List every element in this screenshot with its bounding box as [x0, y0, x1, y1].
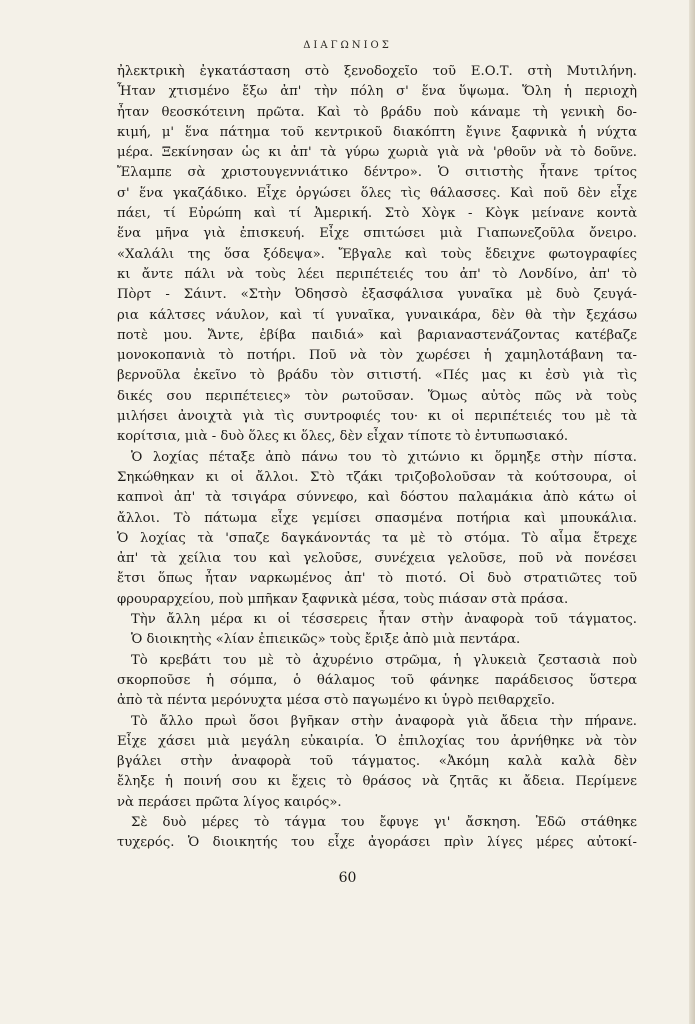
running-head: ΔΙΑΓΩΝΙΟΣ: [303, 40, 392, 51]
text-line: πάει, τί Εὐρώπη καὶ τί Ἀμερική. Στὸ Χὸγκ - Κὸγκ μείνανε κοντὰ: [117, 206, 637, 222]
text-line: ποτὲ μου. Ἄντε, ἐβίβα παιδιά» καὶ βαριαναστενάζοντας κατέβαζε: [117, 327, 637, 343]
text-line: ἀπὸ τὰ πέντα μερόνυχτα μέσα στὸ παγωμένο κι ὑγρὸ πειθαρχεῖο.: [117, 693, 555, 709]
text-line: μέρα. Ξεκίνησαν ὡς κι ἀπ' τὰ γύρω χωριὰ γιὰ νὰ 'ρθοῦν νὰ τὸ δοῦνε.: [117, 145, 637, 161]
text-line: Τὸ κρεβάτι του μὲ τὸ ἀχυρένιο στρῶμα, ἡ γλυκειὰ ζεστασιὰ ποὺ: [131, 652, 637, 668]
text-line: καπνοὶ ἀπ' τὰ τσιγάρα σύννεφο, καὶ δόστου παλαμάκια ἀπὸ κάτω οἱ: [117, 490, 637, 506]
text-line: «Χαλάλι της ὅσα ξόδεψα». Ἔβγαλε καὶ τοὺς ἔδειχνε φωτογραφίες: [117, 246, 637, 262]
text-line: μονοκοπανιὰ τὸ ποτήρι. Ποῦ νὰ τὸν χωρέσει ἡ χαμηλοτάβανη τα-: [117, 348, 637, 364]
text-line: Ὁ διοικητὴς «λίαν ἐπιεικῶς» τοὺς ἔριξε ἀπὸ μιὰ πεντάρα.: [131, 632, 521, 648]
text-line: ἕνα μῆνα γιὰ ἐπισκευή. Εἶχε σπιτώσει μιὰ Γιαπωνεζοῦλα ὄνειρο.: [117, 226, 637, 242]
text-line: ἦταν θεοσκότεινη πρῶτα. Καὶ τὸ βράδυ ποὺ κάναμε τὴ γενικὴ δο-: [117, 104, 637, 120]
text-line: βγάλει στὴν ἀναφορὰ τοῦ τάγματος. «Ἀκόμη καλὰ καλὰ δὲν: [117, 754, 637, 770]
text-line: κι ἄντε πάλι νὰ τοὺς λέει περιπέτειές του ἀπ' τὸ Λονδίνο, ἀπ' τὸ: [117, 266, 637, 282]
text-line: ἔτσι ὅπως ἦταν ναρκωμένος ἀπ' τὸ πιοτό. Οἱ δυὸ στρατιῶτες τοῦ: [117, 571, 637, 587]
text-line: σκορποῦσε ἡ σόμπα, ὁ θάλαμος τοῦ φάνηκε παράδεισος ὕστερα: [117, 672, 637, 688]
text-line: Πὸρτ - Σάιντ. «Στὴν Ὀδησσὸ ἐξασφάλισα γυναῖκα μὲ δυὸ ζευγά-: [117, 287, 637, 303]
text-line: κιμή, μ' ἕνα πάτημα τοῦ κεντρικοῦ διακόπτη ἔγινε ξαφνικὰ ἡ νύχτα: [117, 124, 637, 140]
body-text: [117, 62, 637, 852]
text-line: Ἔλαμπε σὰ χριστουγεννιάτικο δέντρο». Ὁ σιτιστὴς ἦτανε τρίτος: [117, 165, 637, 181]
text-line: ἄλλοι. Τὸ πάτωμα εἶχε γεμίσει σπασμένα ποτήρια καὶ μπουκάλια.: [117, 510, 637, 526]
text-line: βερνοῦλα ἐκεῖνο τὸ βράδυ τὸν σιτιστή. «Πές μας κι ἐσὺ γιὰ τὶς: [117, 368, 637, 384]
text-line: Ὁ λοχίας τὰ 'σπαζε δαγκάνοντάς τα μὲ τὸ στόμα. Τὸ αἷμα ἔτρεχε: [117, 530, 637, 546]
text-line: ἔληξε ἡ ποινή σου κι ἔχεις τὸ θράσος νὰ ζητᾶς κι ἄδεια. Περίμενε: [117, 774, 637, 790]
text-line: δικές σου περιπέτειες» τὸν ρωτοῦσαν. Ὅμως αὐτὸς πῶς νὰ τοὺς: [117, 388, 637, 404]
text-line: Τὴν ἄλλη μέρα κι οἱ τέσσερεις ἦταν στὴν ἀναφορὰ τοῦ τάγματος.: [131, 612, 637, 628]
text-line: Ἦταν χτισμένο ἔξω ἀπ' τὴν πόλη σ' ἕνα ὕψωμα. Ὅλη ἡ περιοχὴ: [117, 84, 637, 100]
text-line: ἀπ' τὰ χείλια του καὶ γελοῦσε, συνέχεια γελοῦσε, ποῦ νὰ πονέσει: [117, 551, 637, 567]
text-line: ρια κάλτσες νάυλον, καὶ τί γυναῖκα, γυναικάρα, δὲν θὰ τὴν ξεχάσω: [117, 307, 637, 323]
text-line: σ' ἕνα γκαζάδικο. Εἶχε ὀργώσει ὅλες τὶς θάλασσες. Καὶ ποῦ δὲν εἶχε: [117, 185, 637, 201]
text-line: Σηκώθηκαν κι οἱ ἄλλοι. Στὸ τζάκι τριζοβολοῦσαν τὰ κούτσουρα, οἱ: [117, 469, 637, 485]
text-line: Εἶχε χάσει μιὰ μεγάλη εὐκαιρία. Ὁ ἐπιλοχίας του ἀρνήθηκε νὰ τὸν: [117, 733, 637, 749]
text-line: ἠλεκτρικὴ ἐγκατάσταση στὸ ξενοδοχεῖο τοῦ Ε.Ο.Τ. στὴ Μυτιλήνη.: [117, 64, 637, 79]
text-line: Σὲ δυὸ μέρες τὸ τάγμα του ἔφυγε γι' ἄσκηση. Ἐδῶ στάθηκε: [131, 814, 637, 830]
text-line: μιλήσει ἀνοιχτὰ γιὰ τὶς συντροφιές του· κι οἱ περιπέτειές του μὲ τὰ: [117, 409, 637, 425]
page-number: 60: [338, 870, 357, 886]
text-line: Τὸ ἄλλο πρωὶ ὅσοι βγῆκαν στὴν ἀναφορὰ γιὰ ἄδεια τὴν πήρανε.: [131, 713, 637, 729]
text-line: κορίτσια, μιὰ - δυὸ ὅλες κι ὅλες, δὲν εἶχαν τίποτε τὸ ἐντυπωσιακό.: [117, 429, 569, 445]
text-line: Ὁ λοχίας πέταξε ἀπὸ πάνω του τὸ χιτώνιο κι ὅρμηξε στὴν πίστα.: [131, 449, 637, 465]
text-line: φρουραρχείου, ποὺ μπῆκαν ξαφνικὰ μέσα, τοὺς πιάσαν στὰ πράσα.: [117, 591, 569, 607]
text-line: τυχερός. Ὁ διοικητής του εἶχε ἀγοράσει πρὶν λίγες μέρες αὐτοκί-: [117, 835, 637, 851]
text-line: νὰ περάσει πρῶτα λίγος καιρός».: [117, 794, 342, 810]
